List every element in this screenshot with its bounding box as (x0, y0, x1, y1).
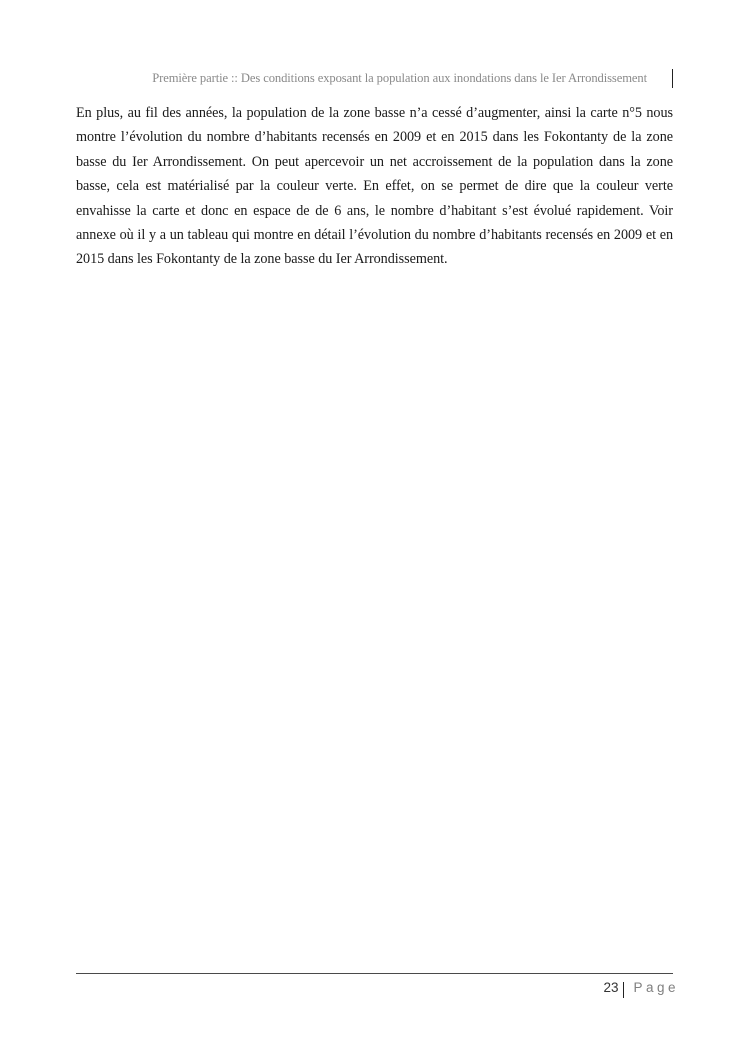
body-paragraph: En plus, au fil des années, la population de la zone basse n’a cessé d’augmenter, ainsi la carte n°5 nous montre l’évolution du nombre d’habitants recensés en 2009 et en 2015 dans les Fokontanty de la zone basse du Ier Arrondissement. On peut apercevoir un net accroissement de la population dans la zone basse, cela est matérialisé par la couleur verte. En effet, on se permet de dire que la couleur verte envahisse la carte et donc en espace de de 6 ans, le nombre d’habitant s’est évolué rapidement. Voir annexe où il y a un tableau qui montre en détail l’évolution du nombre d’habitants recensés en 2009 et en 2015 dans les Fokontanty de la zone basse du Ier Arrondissement. (76, 105, 673, 268)
footer-vertical-separator (623, 982, 624, 998)
running-header-title: Première partie :: Des conditions exposant la population aux inondations dans le Ier Arrondissement (152, 71, 647, 85)
running-header (76, 69, 673, 89)
page-number: 23 (603, 979, 619, 995)
header-vertical-rule (672, 69, 673, 88)
page-label: Page (633, 979, 679, 995)
page-footer (603, 977, 679, 997)
footer-horizontal-rule (76, 973, 673, 974)
